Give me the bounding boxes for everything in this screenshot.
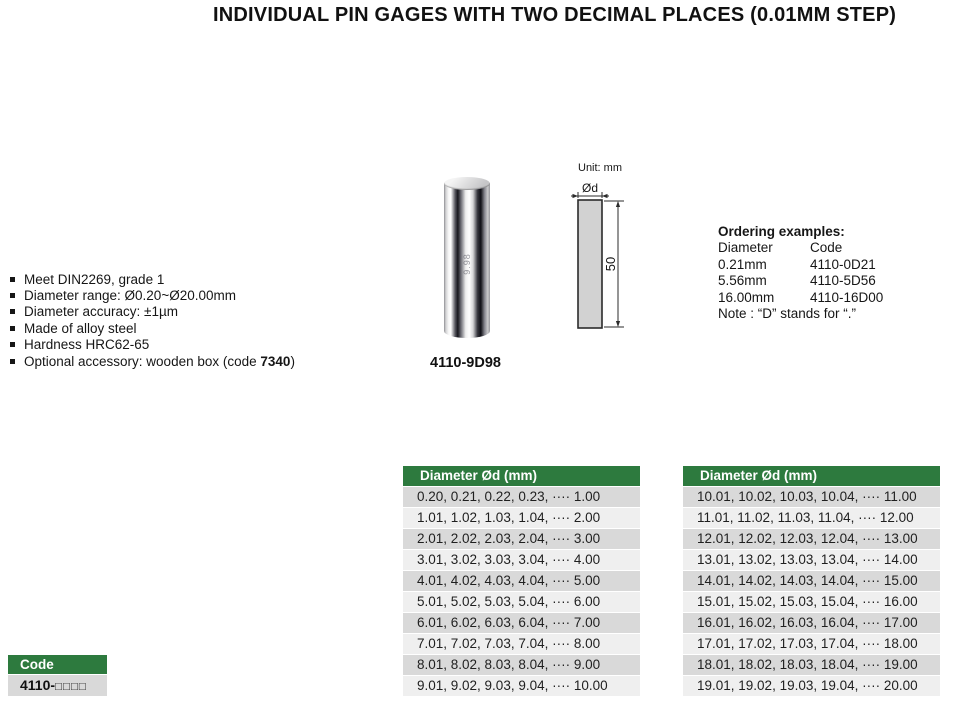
ordering-row: 16.00mm 4110-16D00: [718, 289, 884, 305]
table-header: Diameter Ød (mm): [683, 466, 940, 487]
table-row: 18.01, 18.02, 18.03, 18.04, ···· 19.00: [683, 655, 940, 676]
feature-item: [10, 271, 295, 287]
unit-label: Unit: mm: [578, 162, 622, 174]
table-row: 8.01, 8.02, 8.03, 8.04, ···· 9.00: [403, 655, 640, 676]
diameter-table-right: [683, 466, 940, 697]
table-row: 12.01, 12.02, 12.03, 12.04, ···· 13.00: [683, 529, 940, 550]
pin-outline-rect: [578, 200, 602, 328]
code-prefix: 4110-: [20, 677, 56, 693]
table-row: 17.01, 17.02, 17.03, 17.04, ···· 18.00: [683, 634, 940, 655]
table-row: 14.01, 14.02, 14.03, 14.04, ···· 15.00: [683, 571, 940, 592]
table-row: 0.20, 0.21, 0.22, 0.23, ···· 1.00: [403, 487, 640, 508]
code-box-header: Code: [8, 655, 107, 675]
ordering-note: Note : “D” stands for “.”: [718, 306, 857, 322]
feature-item: [10, 320, 295, 336]
table-row: 1.01, 1.02, 1.03, 1.04, ···· 2.00: [403, 508, 640, 529]
pin-gage-marking: 9.98: [462, 252, 472, 275]
table-header: Diameter Ød (mm): [403, 466, 640, 487]
table-row: 19.01, 19.02, 19.03, 19.04, ···· 20.00: [683, 676, 940, 697]
ordering-title: Ordering examples:: [718, 224, 845, 239]
feature-item: [10, 287, 295, 303]
bullet-square-icon: [10, 326, 15, 331]
table-row: 4.01, 4.02, 4.03, 4.04, ···· 5.00: [403, 571, 640, 592]
table-row: 2.01, 2.02, 2.03, 2.04, ···· 3.00: [403, 529, 640, 550]
feature-list: [10, 271, 295, 369]
feature-item: [10, 353, 295, 369]
table-row: 16.01, 16.02, 16.03, 16.04, ···· 17.00: [683, 613, 940, 634]
table-row: 13.01, 13.02, 13.03, 13.04, ···· 14.00: [683, 550, 940, 571]
ordering-col-diameter: Diameter: [718, 240, 773, 256]
code-box: [8, 655, 107, 696]
bullet-square-icon: [10, 293, 15, 298]
dimension-drawing: [560, 155, 640, 340]
arrowhead-icon: [616, 321, 620, 327]
feature-text: Diameter accuracy: ±1µm: [24, 304, 178, 320]
feature-text: Meet DIN2269, grade 1: [24, 271, 165, 287]
pin-gage-photo: [444, 177, 490, 338]
pin-gage-body: [444, 183, 490, 338]
arrowhead-icon: [616, 201, 620, 207]
height-dim-label: 50: [603, 256, 618, 272]
arrowhead-icon: [602, 194, 608, 198]
code-placeholder-boxes: □□□□: [55, 681, 87, 693]
diameter-dim-label: Ød: [581, 181, 599, 195]
feature-text: Optional accessory: wooden box (code 7340): [24, 353, 295, 369]
ordering-header-row: [718, 240, 883, 256]
feature-item: [10, 337, 295, 353]
table-row: 10.01, 10.02, 10.03, 10.04, ···· 11.00: [683, 487, 940, 508]
table-row: 11.01, 11.02, 11.03, 11.04, ···· 12.00: [683, 508, 940, 529]
table-row: 5.01, 5.02, 5.03, 5.04, ···· 6.00: [403, 592, 640, 613]
arrowhead-icon: [573, 194, 579, 198]
table-row: 7.01, 7.02, 7.03, 7.04, ···· 8.00: [403, 634, 640, 655]
feature-item: [10, 304, 295, 320]
bullet-square-icon: [10, 277, 15, 282]
table-row: 9.01, 9.02, 9.03, 9.04, ···· 10.00: [403, 676, 640, 697]
ordering-row: 5.56mm 4110-5D56: [718, 273, 876, 289]
bullet-square-icon: [10, 342, 15, 347]
pin-gage-top-face: [444, 177, 490, 190]
table-row: 6.01, 6.02, 6.03, 6.04, ···· 7.00: [403, 613, 640, 634]
page-title: INDIVIDUAL PIN GAGES WITH TWO DECIMAL PLACES (0.01MM STEP): [213, 4, 897, 26]
feature-text: Made of alloy steel: [24, 320, 137, 336]
feature-text: Diameter range: Ø0.20~Ø20.00mm: [24, 288, 236, 304]
ordering-row: 0.21mm 4110-0D21: [718, 256, 876, 272]
code-box-value: [8, 675, 107, 696]
table-row: 15.01, 15.02, 15.03, 15.04, ···· 16.00: [683, 592, 940, 613]
bullet-square-icon: [10, 359, 15, 364]
accessory-code: 7340: [260, 353, 291, 369]
diameter-table-left: [403, 466, 640, 697]
model-number-label: 4110-9D98: [430, 355, 501, 371]
ordering-examples: [718, 224, 883, 322]
table-row: 3.01, 3.02, 3.03, 3.04, ···· 4.00: [403, 550, 640, 571]
ordering-col-code: Code: [810, 240, 843, 256]
bullet-square-icon: [10, 309, 15, 314]
feature-text: Hardness HRC62-65: [24, 337, 150, 353]
